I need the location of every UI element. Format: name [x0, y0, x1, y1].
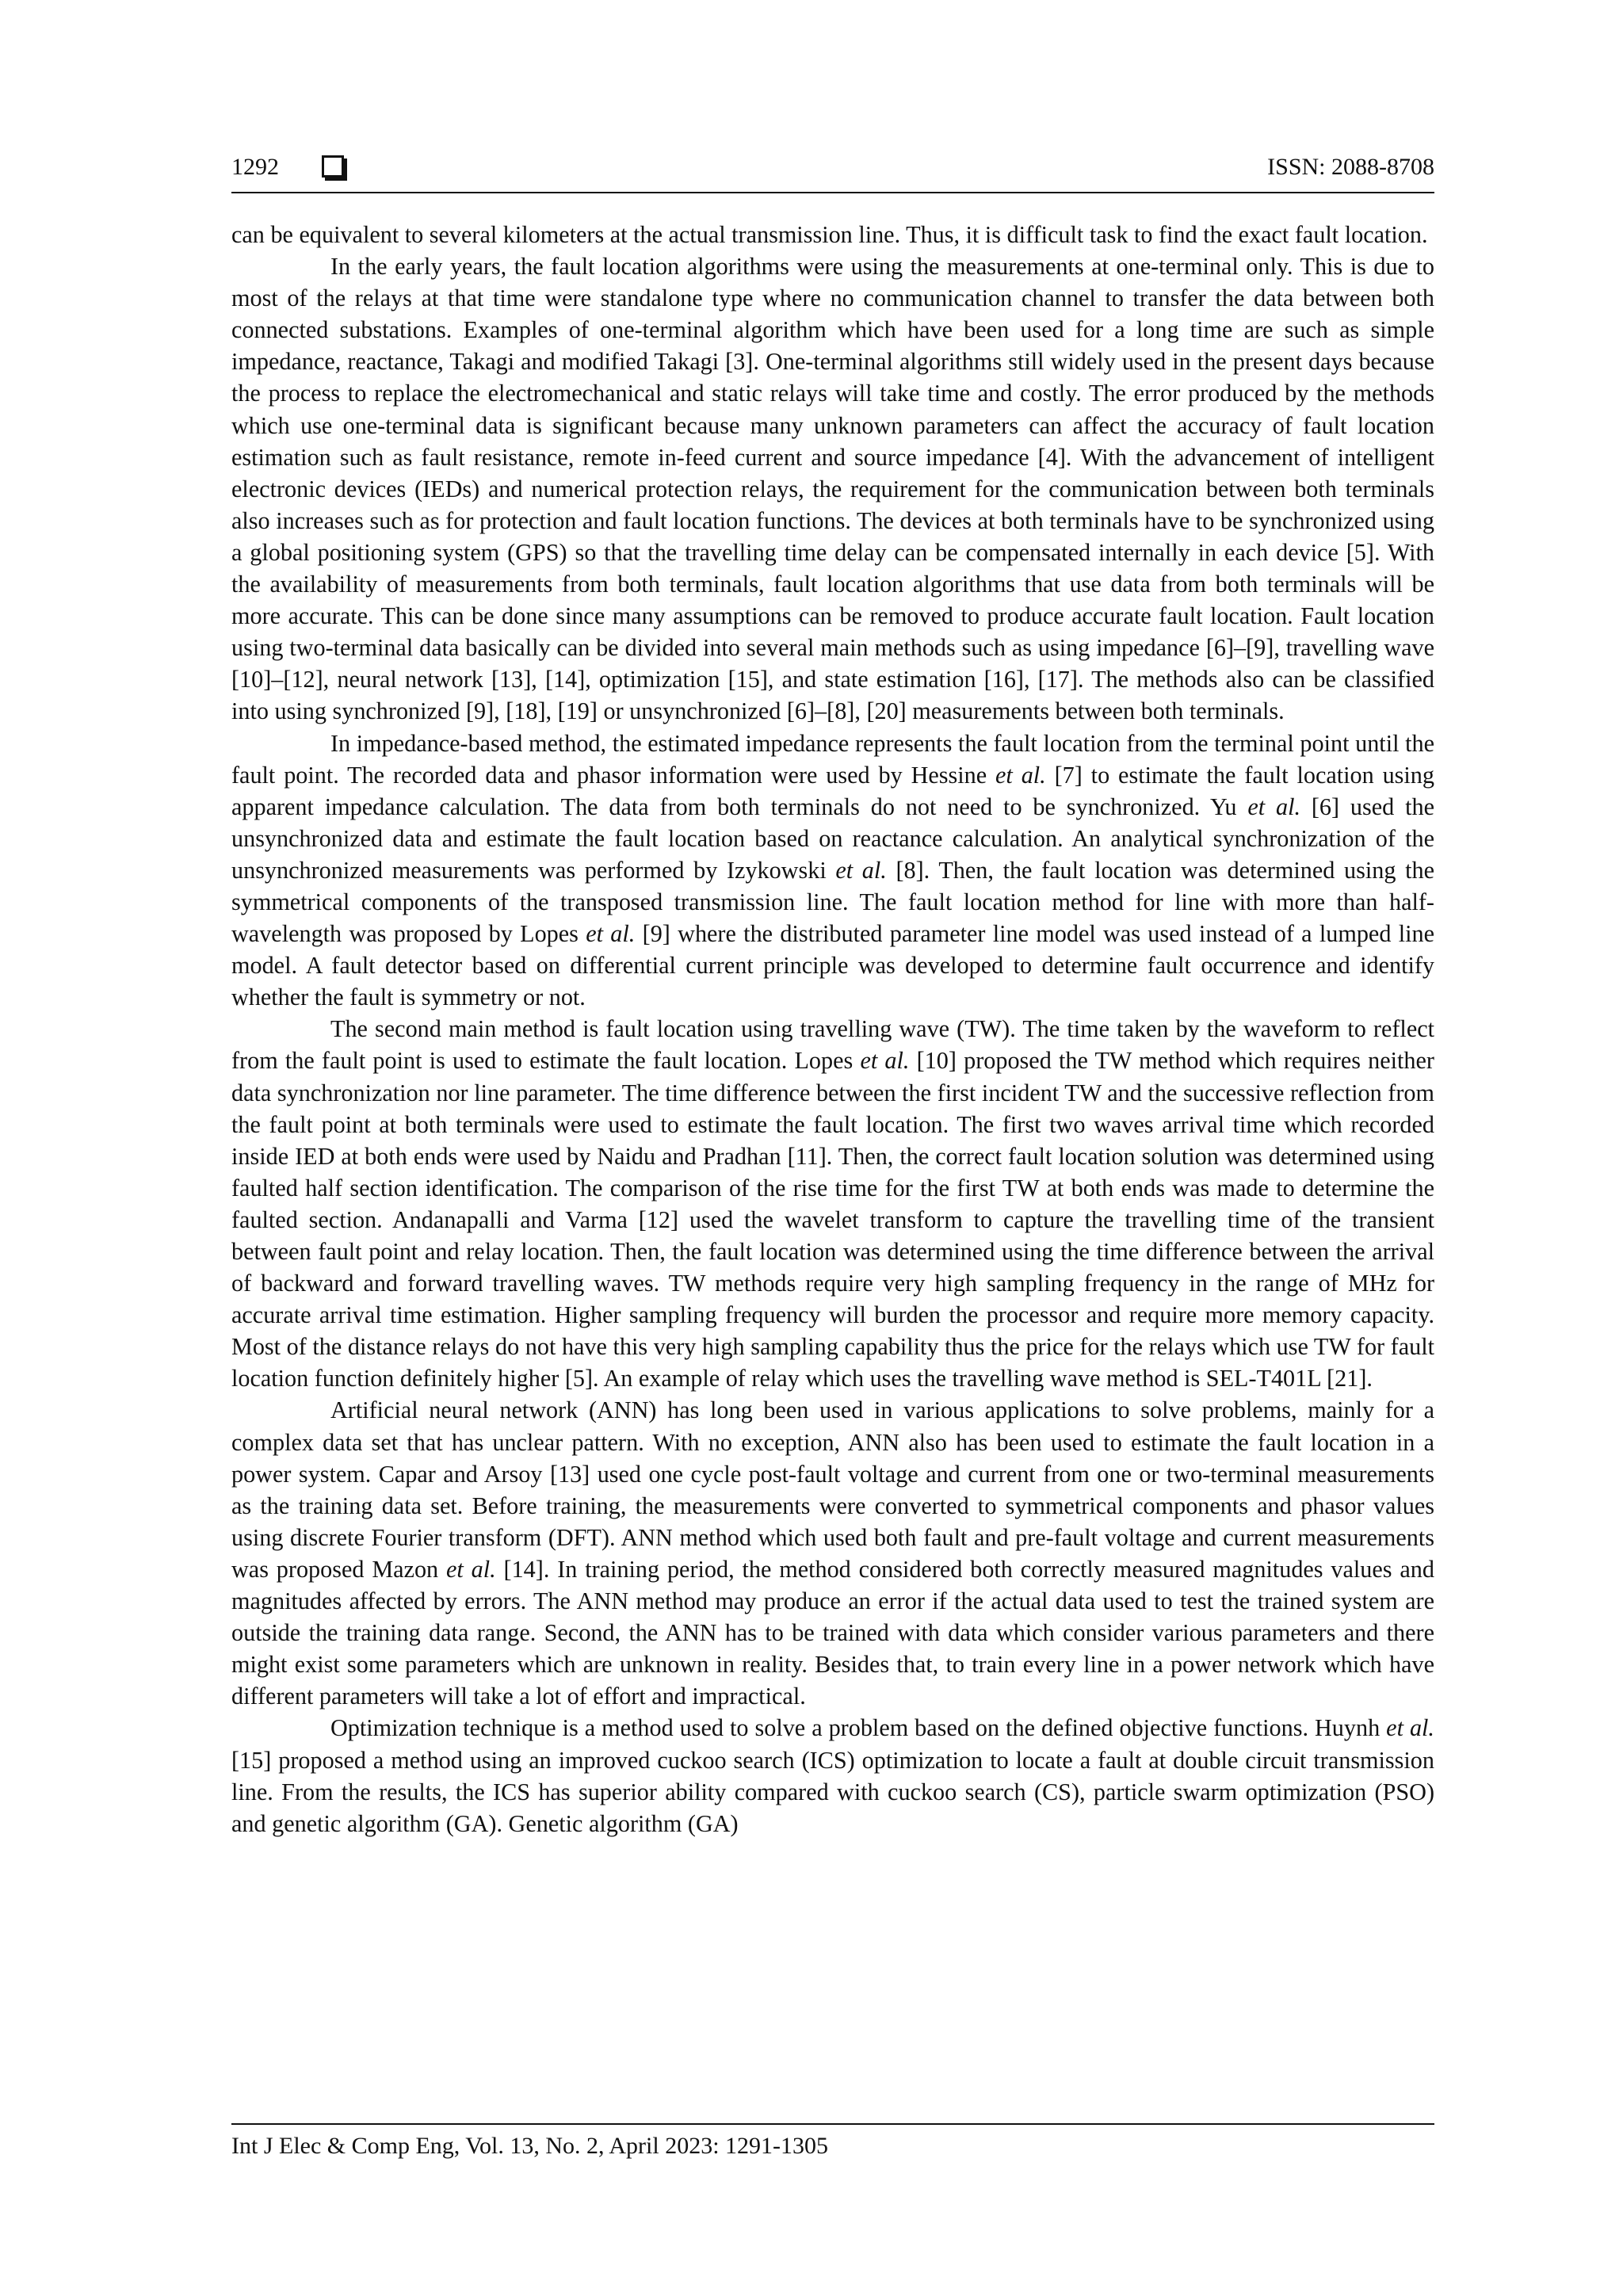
paragraph-text: [14]. In training period, the method considered both correctly measured magnitudes values and magnitudes affected by errors. The ANN method may produce an error if the actual data used to test the trained system are outside the training data range. Second, the ANN has to be trained with data which consider various parameters and there might exist some parameters which are unknown in reality. Besides that, to train every line in a power network which have different parameters will take a lot of effort and impractical. — [231, 1555, 1434, 1710]
italic-text: et al. — [586, 920, 636, 948]
paragraph-text: [9] where the distributed parameter line model was used instead of a lumped line model. A fault detector based on differential current principle was developed to determine fault occurrence and identify whether the fault is symmetry or not. — [231, 920, 1434, 1011]
paragraph-text: [10] proposed the TW method which requires neither data synchronization nor line parameter. The time difference between the first incident TW and the successive reflection from the fault point at both terminals were used to estimate the fault location. The first two waves arrival time which recorded inside IED at both ends were used by Naidu and Pradhan [11]. Then, the correct fault location solution was determined using faulted half section identification. The comparison of the rise time for the first TW at both ends was made to determine the faulted section. Andanapalli and Varma [12] used the wavelet transform to capture the travelling time of the transient between fault point and relay location. Then, the fault location was determined using the time difference between the arrival of backward and forward travelling waves. TW methods require very high sampling frequency in the range of MHz for accurate arrival time estimation. Higher sampling frequency will burden the processor and require more memory capacity. Most of the distance relays do not have this very high sampling capability thus the price for the relays which use TW for fault location function definitely higher [5]. An example of relay which uses the travelling wave method is SEL-T401L [21]. — [231, 1047, 1434, 1392]
paragraph — [231, 1013, 1434, 1394]
italic-text: et al. — [446, 1555, 496, 1583]
italic-text: et al. — [835, 856, 887, 884]
paragraph — [231, 1712, 1434, 1839]
issn-label: ISSN: 2088-8708 — [1267, 154, 1434, 180]
page-footer — [231, 2123, 1434, 2159]
paragraph-text: [15] proposed a method using an improved cuckoo search (ICS) optimization to locate a fault at double circuit transmission line. From the results, the ICS has superior ability compared with cuckoo search (CS), particle swarm optimization (PSO) and genetic algorithm (GA). Genetic algorithm (GA) — [231, 1746, 1434, 1837]
italic-text: et al. — [860, 1047, 910, 1075]
paragraph-text: [6] used the unsynchronized data and estimate the fault location based on reactance calculation. An analytical synchronization of the unsynchronized measurements was performed by Izykowski — [231, 793, 1434, 884]
paragraph — [231, 219, 1434, 250]
paragraph — [231, 250, 1434, 727]
page-header — [231, 151, 1434, 193]
paragraph-text: In the early years, the fault location algorithms were using the measurements at one-terminal only. This is due to most of the relays at that time were standalone type where no communication channel to transfer the data between both connected substations. Examples of one-terminal algorithm which have been used for a long time are such as simple impedance, reactance, Takagi and modified Takagi [3]. One-terminal algorithms still widely used in the present days because the process to replace the electromechanical and static relays will take time and costly. The error produced by the methods which use one-terminal data is significant because many unknown parameters can affect the accuracy of fault location estimation such as fault resistance, remote in-feed current and source impedance [4]. With the advancement of intelligent electronic devices (IEDs) and numerical protection relays, the requirement for the communication between both terminals also increases such as for protection and fault location functions. The devices at both terminals have to be synchronized using a global positioning system (GPS) so that the travelling time delay can be compensated internally in each device [5]. With the availability of measurements from both terminals, fault location algorithms that use data from both terminals will be more accurate. This can be done since many assumptions can be removed to produce accurate fault location. Fault location using two-terminal data basically can be divided into several main methods such as using impedance [6]–[9], travelling wave [10]–[12], neural network [13], [14], optimization [15], and state estimation [16], [17]. The methods also can be classified into using synchronized [9], [18], [19] or unsynchronized [6]–[8], [20] measurements between both terminals. — [231, 253, 1434, 725]
checkbox-square-icon — [322, 155, 344, 178]
paragraph-text: [7] to estimate the fault location using apparent impedance calculation. The data from both terminals do not need to be synchronized. Yu — [231, 761, 1434, 820]
article-body — [231, 219, 1434, 1839]
paragraph-text: can be equivalent to several kilometers at the actual transmission line. Thus, it is difficult task to find the exact fault location. — [231, 221, 1428, 248]
paragraph-text: [8]. Then, the fault location was determined using the symmetrical components of the transposed transmission line. The fault location method for line with more than half-wavelength was proposed by Lopes — [231, 856, 1434, 948]
italic-text: et al. — [1386, 1714, 1434, 1742]
paragraph — [231, 728, 1434, 1014]
italic-text: et al. — [995, 761, 1046, 789]
italic-text: et al. — [1247, 793, 1301, 820]
paragraph-text: In impedance-based method, the estimated impedance represents the fault location from the terminal point until the fault point. The recorded data and phasor information were used by Hessine — [231, 729, 1434, 789]
paragraph-text: Artificial neural network (ANN) has long been used in various applications to solve problems, mainly for a complex data set that has unclear pattern. With no exception, ANN also has been used to estimate the fault location in a power system. Capar and Arsoy [13] used one cycle post-fault voltage and current from one or two-terminal measurements as the training data set. Before training, the measurements were converted to symmetrical components and phasor values using discrete Fourier transform (DFT). ANN method which used both fault and pre-fault voltage and current measurements was proposed Mazon — [231, 1396, 1434, 1583]
paragraph-text: Optimization technique is a method used to solve a problem based on the defined objective functions. Huynh — [330, 1714, 1387, 1742]
page-number: 1292 — [231, 154, 279, 180]
paragraph — [231, 1394, 1434, 1712]
journal-citation: Int J Elec & Comp Eng, Vol. 13, No. 2, April 2023: 1291-1305 — [231, 2133, 829, 2159]
paragraph-text: The second main method is fault location using travelling wave (TW). The time taken by the waveform to reflect from the fault point is used to estimate the fault location. Lopes — [231, 1015, 1434, 1075]
